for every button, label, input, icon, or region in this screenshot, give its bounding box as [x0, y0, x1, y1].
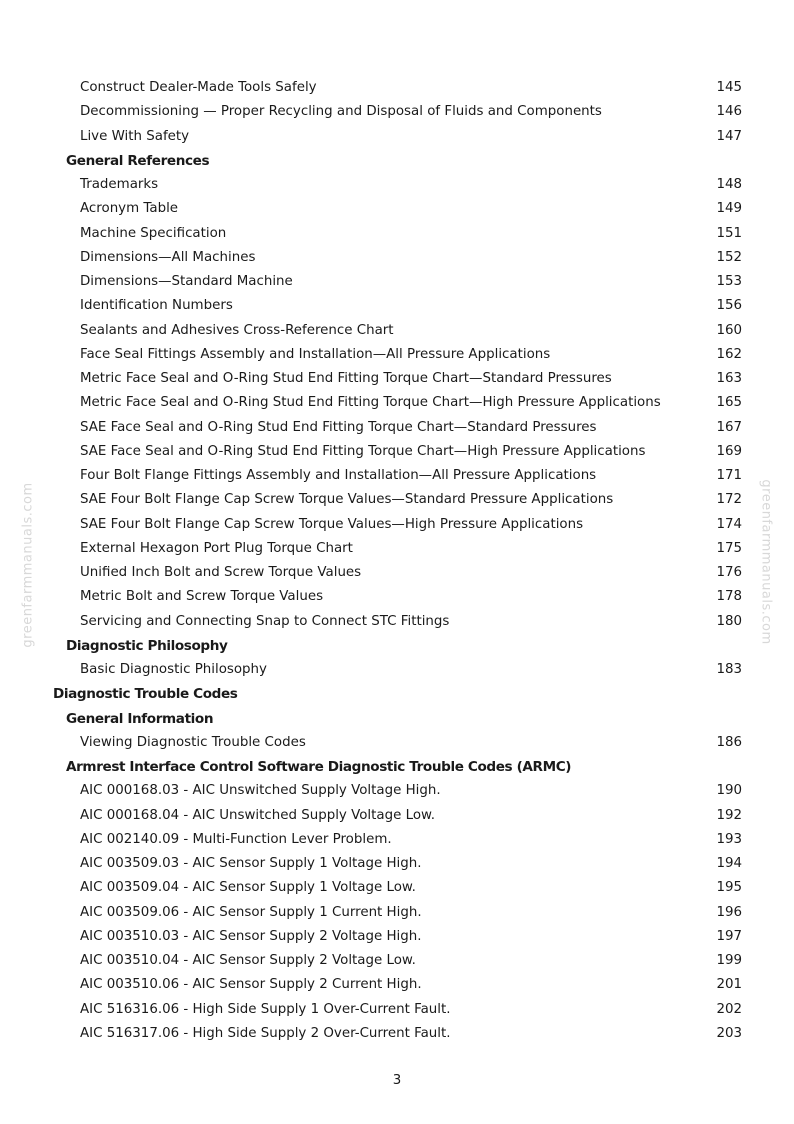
toc-entry-title: Face Seal Fittings Assembly and Installation—All Pressure Applications — [80, 346, 551, 362]
toc-entry-page-number: 152 — [716, 249, 742, 265]
toc-entry-page-number: 172 — [716, 492, 742, 508]
toc-entry-page-number: 199 — [716, 953, 742, 968]
toc-entry-title: SAE Face Seal and O-Ring Stud End Fitting Torque Chart—Standard Pressures — [80, 419, 597, 435]
toc-entry-page-number: 178 — [716, 589, 742, 605]
toc-entry-title: AIC 003509.06 - AIC Sensor Supply 1 Current High. — [80, 904, 422, 920]
toc-entry[interactable] — [0, 513, 794, 537]
toc-entry-title: Unified Inch Bolt and Screw Torque Values — [80, 565, 362, 580]
toc-entry[interactable] — [0, 222, 794, 246]
toc-entry-page-number: 195 — [716, 880, 742, 896]
toc-entry-title: Diagnostic Trouble Codes — [53, 686, 238, 703]
watermark-right: greenfarmmanuals.com — [758, 479, 774, 645]
toc-entry-page-number: 145 — [716, 80, 742, 95]
toc-entry-page-number: 167 — [716, 419, 742, 435]
toc-entry-title: Trademarks — [80, 177, 159, 192]
toc-entry-page-number: 194 — [716, 856, 742, 871]
toc-entry-page-number: 176 — [716, 565, 742, 580]
toc-entry[interactable] — [0, 294, 794, 318]
toc-entry[interactable] — [0, 246, 794, 270]
toc-entry-title: AIC 000168.04 - AIC Unswitched Supply Voltage Low. — [80, 807, 435, 823]
toc-entry-page-number: 175 — [716, 540, 742, 556]
toc-entry-title: AIC 000168.03 - AIC Unswitched Supply Voltage High. — [80, 783, 441, 799]
toc-entry[interactable] — [0, 731, 794, 755]
toc-entry-title: SAE Face Seal and O-Ring Stud End Fitting Torque Chart—High Pressure Applications — [80, 443, 646, 459]
toc-entry-page-number: 203 — [716, 1025, 742, 1041]
toc-section-heading[interactable] — [0, 149, 794, 173]
toc-entry-page-number: 156 — [716, 298, 742, 314]
toc-entry-page-number: 196 — [716, 904, 742, 920]
toc-entry[interactable] — [0, 440, 794, 464]
toc-entry-page-number: 193 — [716, 831, 742, 847]
toc-entry-title: Diagnostic Philosophy — [66, 637, 228, 654]
toc-entry-page-number: 162 — [716, 346, 742, 362]
toc-entry[interactable] — [0, 585, 794, 609]
toc-entry-title: AIC 003509.04 - AIC Sensor Supply 1 Voltage Low. — [80, 880, 416, 896]
toc-entry[interactable] — [0, 100, 794, 124]
toc-entry[interactable] — [0, 925, 794, 949]
toc-entry[interactable] — [0, 76, 794, 100]
toc-entry[interactable] — [0, 197, 794, 221]
toc-entry[interactable] — [0, 1022, 794, 1046]
toc-entry[interactable] — [0, 319, 794, 343]
toc-entry[interactable] — [0, 343, 794, 367]
toc-entry-title: Armrest Interface Control Software Diagnostic Trouble Codes (ARMC) — [66, 759, 572, 775]
toc-entry-title: AIC 003509.03 - AIC Sensor Supply 1 Voltage High. — [80, 856, 422, 871]
page-number: 3 — [392, 1073, 402, 1088]
toc-entry-page-number: 180 — [716, 613, 742, 629]
toc-entry[interactable] — [0, 464, 794, 488]
toc-entry[interactable] — [0, 949, 794, 973]
toc-entry-page-number: 148 — [716, 177, 742, 192]
toc-entry[interactable] — [0, 779, 794, 803]
toc-entry-title: Dimensions—Standard Machine — [80, 274, 293, 289]
toc-entry-page-number: 149 — [716, 201, 742, 217]
watermark-left: greenfarmmanuals.com — [20, 482, 36, 648]
toc-entry-page-number: 163 — [716, 371, 742, 386]
toc-entry-page-number: 192 — [716, 807, 742, 823]
toc-entry[interactable] — [0, 416, 794, 440]
toc-entry[interactable] — [0, 876, 794, 900]
toc-section-heading[interactable] — [0, 634, 794, 658]
toc-entry[interactable] — [0, 488, 794, 512]
toc-entry-title: AIC 002140.09 - Multi-Function Lever Problem. — [80, 831, 392, 847]
toc-entry-title: Metric Bolt and Screw Torque Values — [80, 589, 324, 605]
toc-entry-title: Sealants and Adhesives Cross-Reference Chart — [80, 322, 394, 338]
toc-entry-page-number: 197 — [716, 928, 742, 944]
toc-section-heading[interactable] — [0, 682, 794, 706]
toc-entry-title: Machine Specification — [80, 225, 227, 241]
toc-entry-title: Decommissioning — Proper Recycling and Disposal of Fluids and Components — [80, 104, 602, 120]
toc-entry-title: Construct Dealer-Made Tools Safely — [80, 80, 317, 95]
toc-entry[interactable] — [0, 270, 794, 294]
toc-entry-page-number: 202 — [716, 1001, 742, 1017]
toc-entry-page-number: 160 — [716, 322, 742, 338]
toc-entry-title: AIC 516316.06 - High Side Supply 1 Over-Current Fault. — [80, 1001, 451, 1017]
toc-entry-page-number: 186 — [716, 734, 742, 750]
toc-entry[interactable] — [0, 828, 794, 852]
toc-entry-title: Acronym Table — [80, 201, 179, 217]
toc-entry-title: Basic Diagnostic Philosophy — [80, 662, 267, 677]
toc-entry-title: External Hexagon Port Plug Torque Chart — [80, 540, 353, 556]
toc-entry-title: AIC 003510.04 - AIC Sensor Supply 2 Voltage Low. — [80, 953, 416, 968]
toc-entry-page-number: 201 — [716, 977, 742, 993]
toc-entry-page-number: 190 — [716, 783, 742, 799]
toc-entry[interactable] — [0, 998, 794, 1022]
toc-entry-title: SAE Four Bolt Flange Cap Screw Torque Values—Standard Pressure Applications — [80, 492, 614, 508]
toc-entry[interactable] — [0, 391, 794, 415]
toc-entry-page-number: 146 — [716, 104, 742, 120]
toc-section-heading[interactable] — [0, 707, 794, 731]
toc-entry-title: Live With Safety — [80, 128, 190, 144]
toc-entry[interactable] — [0, 852, 794, 876]
toc-entry-title: Metric Face Seal and O-Ring Stud End Fitting Torque Chart—High Pressure Applications — [80, 395, 661, 411]
toc-entry-title: Viewing Diagnostic Trouble Codes — [80, 734, 306, 750]
toc-entry[interactable] — [0, 537, 794, 561]
toc-entry[interactable] — [0, 561, 794, 585]
toc-section-heading[interactable] — [0, 755, 794, 779]
toc-entry[interactable] — [0, 125, 794, 149]
toc-entry-page-number: 171 — [716, 468, 742, 483]
toc-entry-title: General References — [66, 152, 210, 169]
toc-entry-title: Servicing and Connecting Snap to Connect STC Fittings — [80, 613, 450, 629]
toc-entry[interactable] — [0, 658, 794, 682]
toc-entry-page-number: 169 — [716, 443, 742, 459]
toc-entry-title: Dimensions—All Machines — [80, 249, 256, 265]
toc-entry-page-number: 174 — [716, 516, 742, 532]
toc-entry-title: AIC 003510.03 - AIC Sensor Supply 2 Voltage High. — [80, 928, 422, 944]
toc-entry[interactable] — [0, 973, 794, 997]
toc-entry[interactable] — [0, 610, 794, 634]
toc-entry-title: Metric Face Seal and O-Ring Stud End Fitting Torque Chart—Standard Pressures — [80, 371, 612, 386]
toc-entry[interactable] — [0, 901, 794, 925]
toc-entry-title: Four Bolt Flange Fittings Assembly and Installation—All Pressure Applications — [80, 468, 597, 483]
toc-entry-title: AIC 003510.06 - AIC Sensor Supply 2 Current High. — [80, 977, 422, 993]
toc-entry-title: SAE Four Bolt Flange Cap Screw Torque Values—High Pressure Applications — [80, 516, 584, 532]
toc-entry-page-number: 153 — [716, 274, 742, 289]
table-of-contents — [0, 76, 794, 1046]
toc-entry-title: AIC 516317.06 - High Side Supply 2 Over-Current Fault. — [80, 1025, 451, 1041]
toc-entry-page-number: 165 — [716, 395, 742, 411]
toc-entry-page-number: 183 — [716, 662, 742, 677]
toc-entry[interactable] — [0, 173, 794, 197]
toc-entry-page-number: 151 — [716, 225, 742, 241]
toc-entry[interactable] — [0, 804, 794, 828]
toc-entry-title: General Information — [66, 710, 214, 727]
toc-entry-page-number: 147 — [716, 128, 742, 144]
toc-entry-title: Identification Numbers — [80, 298, 233, 314]
toc-entry[interactable] — [0, 367, 794, 391]
